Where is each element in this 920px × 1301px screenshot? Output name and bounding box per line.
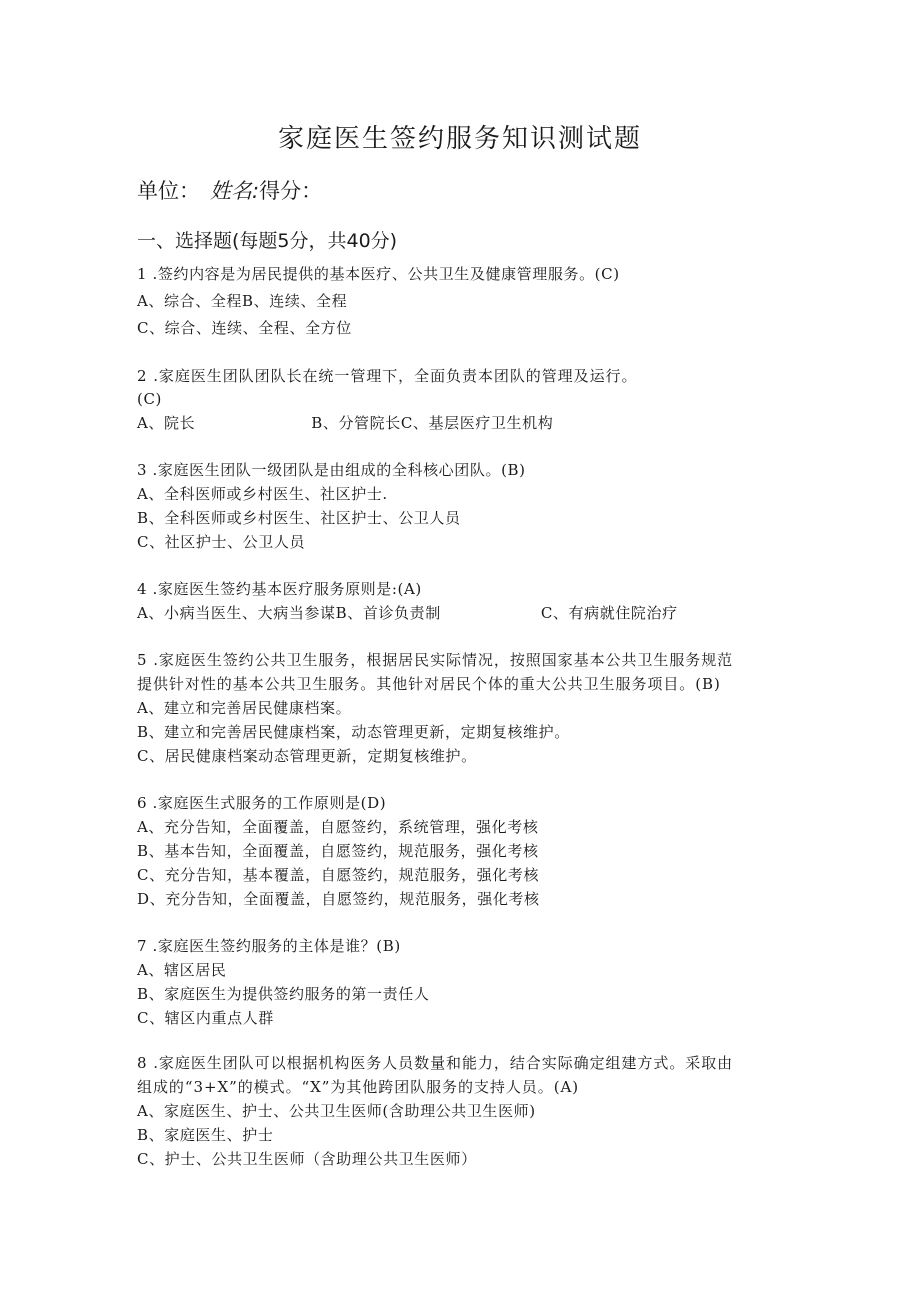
question-2-options [137, 413, 553, 433]
question-1-option: A、综合、全程B、连续、全程 [137, 292, 348, 310]
question-3-option: A、全科医师或乡村医生、社区护士. [137, 485, 388, 503]
page-title: 家庭医生签约服务知识测试题 [277, 124, 642, 154]
question-7-option: C、辖区内重点人群 [137, 1009, 274, 1027]
question-4-options [137, 603, 678, 623]
score-label: 得分： [259, 179, 323, 203]
question-7-text: 7 .家庭医生签约服务的主体是谁？(B) [137, 937, 401, 955]
question-8-option: A、家庭医生、护士、公共卫生医师(含助理公共卫生医师) [137, 1102, 536, 1120]
question-6-option: A、充分告知，全面覆盖，自愿签约，系统管理，强化考核 [137, 818, 539, 836]
unit-label: 单位： [137, 179, 200, 203]
question-7-option: A、辖区居民 [137, 961, 227, 979]
question-6-option: C、充分告知，基本覆盖，自愿签约，规范服务，强化考核 [137, 866, 540, 884]
question-2-option: A、院长 [137, 414, 196, 432]
question-2-option: B、分管院长C、基层医疗卫生机构 [311, 414, 554, 432]
question-3-option: B、全科医师或乡村医生、社区护士、公卫人员 [137, 509, 461, 527]
question-6-option: B、基本告知，全面覆盖，自愿签约，规范服务，强化考核 [137, 842, 539, 860]
question-8-option: C、护士、公共卫生医师（含助理公共卫生医师） [137, 1150, 477, 1168]
question-3-option: C、社区护士、公卫人员 [137, 533, 306, 551]
section-heading: 一、选择题(每题5分，共40分) [137, 230, 398, 252]
question-5-option: C、居民健康档案动态管理更新，定期复核维护。 [137, 747, 477, 765]
question-2-answer: (C) [137, 390, 162, 408]
question-7-option: B、家庭医生为提供签约服务的第一责任人 [137, 985, 430, 1003]
question-5-text: 提供针对性的基本公共卫生服务。其他针对居民个体的重大公共卫生服务项目。(B) [137, 675, 721, 693]
question-4-text: 4 .家庭医生签约基本医疗服务原则是:(A) [137, 580, 422, 598]
question-5-option: A、建立和完善居民健康档案。 [137, 699, 352, 717]
question-5-option: B、建立和完善居民健康档案，动态管理更新，定期复核维护。 [137, 723, 570, 741]
question-6-text: 6 .家庭医生式服务的工作原则是(D) [137, 794, 387, 812]
question-5-text: 5 .家庭医生签约公共卫生服务，根据居民实际情况，按照国家基本公共卫生服务规范 [137, 651, 734, 669]
question-8-text: 8 .家庭医生团队可以根据机构医务人员数量和能力，结合实际确定组建方式。采取由 [137, 1054, 734, 1072]
question-1-option: C、综合、连续、全程、全方位 [137, 319, 352, 337]
question-6-option: D、充分告知，全面覆盖，自愿签约，规范服务，强化考核 [137, 890, 540, 908]
header-fields [137, 175, 322, 205]
question-8-text: 组成的“3+X”的模式。“X”为其他跨团队服务的支持人员。(A) [137, 1078, 580, 1096]
question-3-text: 3 .家庭医生团队一级团队是由组成的全科核心团队。(B) [137, 461, 526, 479]
question-4-option: C、有病就住院治疗 [540, 604, 678, 622]
name-label: 姓名: [210, 179, 260, 203]
question-1-text: 1 .签约内容是为居民提供的基本医疗、公共卫生及健康管理服务。(C) [137, 265, 620, 283]
question-2-text: 2 .家庭医生团队团队长在统一管理下，全面负责本团队的管理及运行。 [137, 367, 638, 385]
question-8-option: B、家庭医生、护士 [137, 1126, 274, 1144]
question-4-option: A、小病当医生、大病当参谋B、首诊负责制 [137, 604, 441, 622]
